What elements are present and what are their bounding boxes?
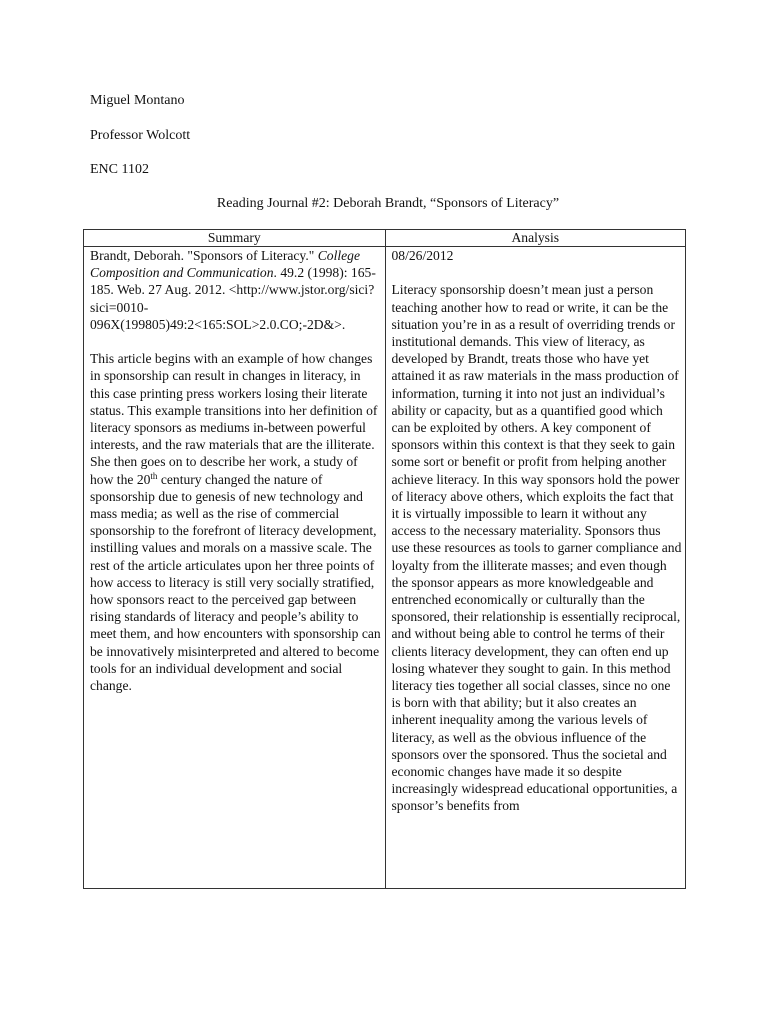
summary-text-part-1: This article begins with an example of how changes in sponsorship can result in changes in literacy, in this case printing press workers losing their literate status. This example transitions into her definition of literacy sponsors as mediums in-between powerful interests, and the raw materials that are the illiterate. She then goes on to describe her work, a study of how the 20 [90,351,378,487]
analysis-text: Literacy sponsorship doesn’t mean just a person teaching another how to read or write, it can be the situation you’re in as a result of overriding trends or institutional demands. This view of literacy, as developed by Brandt, treats those who have yet attained it as raw materials in the mass production of information, turning it into not just an individual’s ability or capacity, but as a quantified good which can be exploited by others. A key component of sponsors within this context is that they seek to gain some sort or benefit or profit from helping another achieve literacy. In this way sponsors hold the power of literacy above others, which exploits the fact that it is virtually impossible to learn it without any access to the necessary materiality. Sponsors thus use these resources as tools to garner compliance and loyalty from the illiterate masses; and even though the sponsor appears as more knowledgeable and entrenched economically or culturally than the sponsored, their relationship is essentially reciprocal, and without being able to control he terms of their clients literacy development, they can often end up losing whatever they sought to gain. In this method literacy ties together all social classes, since no one is born with that ability; but it also creates an inherent inequality among the various levels of literacy, as well as the obvious influence of the sponsors over the sponsored. Thus the societal and economic changes have made it so despite increasingly widespread educational opportunities, a sponsor’s benefits from [391,282,682,814]
course-code: ENC 1102 [90,162,149,177]
citation-article-title: Literacy." [260,248,315,263]
table-header-row [84,230,686,247]
citation [90,247,382,333]
professor-name: Professor Wolcott [90,128,191,143]
journal-table [83,229,686,889]
analysis-cell [385,247,686,889]
analysis-date: 08/26/2012 [391,248,454,263]
analysis-column-header: Analysis [385,230,686,247]
citation-author: Brandt, Deborah. "Sponsors of [90,248,258,263]
summary-text [90,350,382,694]
citation-details: . 49.2 (1998): 165-185. Web. 27 Aug. 2012. <http://www.jstor.org/sici?sici=0010-096X(199805)49:2<165:SOL>2.0.CO;-2D&>. [90,265,376,332]
summary-column-header: Summary [84,230,386,247]
table-row [84,247,686,889]
author-name: Miguel Montano [90,93,185,108]
summary-cell [84,247,386,889]
ordinal-superscript: th [150,470,158,481]
page-title: Reading Journal #2: Deborah Brandt, “Sponsors of Literacy” [216,196,560,211]
summary-text-part-2: century changed the nature of sponsorship due to genesis of new technology and mass media; as well as the rise of commercial sponsorship to the forefront of literacy development, instilling values and morals on a massive scale. The rest of the article articulates upon her three points of how access to literacy is still very socially stratified, how sponsors react to the perceived gap between rising standards of literacy and people’s ability to meet them, and how encounters with sponsorship can be innovatively misinterpreted and altered to become tools for an individual development and social change. [90,471,381,694]
citation-journal: College Composition and Communication [90,248,360,281]
